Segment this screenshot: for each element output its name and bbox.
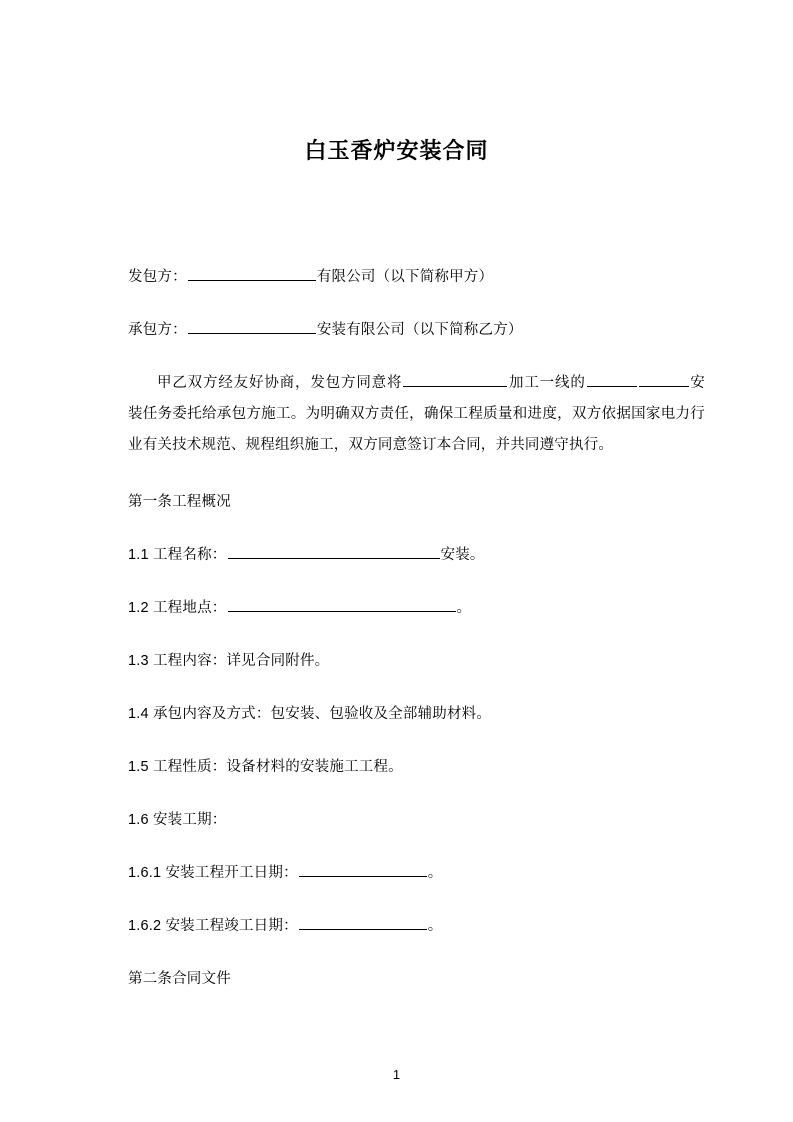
clause-1-6-1-suffix: 。 xyxy=(427,865,443,881)
party-b-suffix: 安装有限公司（以下简称乙方） xyxy=(316,322,523,338)
page-title: 白玉香炉安装合同 xyxy=(304,138,489,163)
party-b-blank xyxy=(188,319,316,334)
preamble-blank-2 xyxy=(587,372,637,387)
party-a-blank xyxy=(188,266,316,281)
section-heading-1: 第一条工程概况 xyxy=(128,494,231,510)
party-b-label: 承包方： xyxy=(128,322,187,338)
clause-1-6-2-blank xyxy=(299,915,427,930)
clause-1-2-suffix: 。 xyxy=(456,600,472,616)
clause-1-2-text: 1.2 工程地点： xyxy=(128,600,227,616)
preamble-mid: 加工一线的 xyxy=(508,375,586,391)
clause-1-2 xyxy=(128,593,705,623)
party-b-line xyxy=(128,315,705,345)
preamble-lead: 甲乙双方经友好协商，发包方同意将 xyxy=(157,375,403,391)
party-a-label: 发包方： xyxy=(128,269,187,285)
preamble-blank-1 xyxy=(403,372,507,387)
clause-1-4: 1.4 承包内容及方式：包安装、包验收及全部辅助材料。 xyxy=(128,706,492,722)
party-a-suffix: 有限公司（以下简称甲方） xyxy=(316,269,494,285)
clause-1-3: 1.3 工程内容：详见合同附件。 xyxy=(128,653,330,669)
clause-1-6-1-blank xyxy=(299,862,427,877)
party-a-line xyxy=(128,262,705,292)
preamble-paragraph xyxy=(128,368,705,461)
clause-1-2-blank xyxy=(228,597,456,612)
preamble-tail: 安装任务委托给承包方施工。为明确双方责任，确保工程质量和进度，双方依据国家电力行业有关技术规范、规程组织施工，双方同意签订本合同，并共同遵守执行。 xyxy=(128,375,706,453)
clause-1-5: 1.5 工程性质：设备材料的安装施工工程。 xyxy=(128,759,403,775)
clause-1-1-suffix: 安装。 xyxy=(440,547,485,563)
preamble-blank-3 xyxy=(639,372,689,387)
clause-1-6-1-text: 1.6.1 安装工程开工日期： xyxy=(128,865,298,881)
clause-1-6: 1.6 安装工期： xyxy=(128,812,227,828)
clause-1-1 xyxy=(128,540,705,570)
page-number: 1 xyxy=(392,1067,401,1082)
clause-1-1-text: 1.1 工程名称： xyxy=(128,547,227,563)
clause-1-6-1 xyxy=(128,858,705,888)
clause-1-6-2-suffix: 。 xyxy=(427,918,443,934)
clause-1-6-2-text: 1.6.2 安装工程竣工日期： xyxy=(128,918,298,934)
clause-1-6-2 xyxy=(128,911,705,941)
clause-1-1-blank xyxy=(228,544,440,559)
document-body xyxy=(0,262,793,994)
section-heading-2: 第二条合同文件 xyxy=(128,971,231,987)
